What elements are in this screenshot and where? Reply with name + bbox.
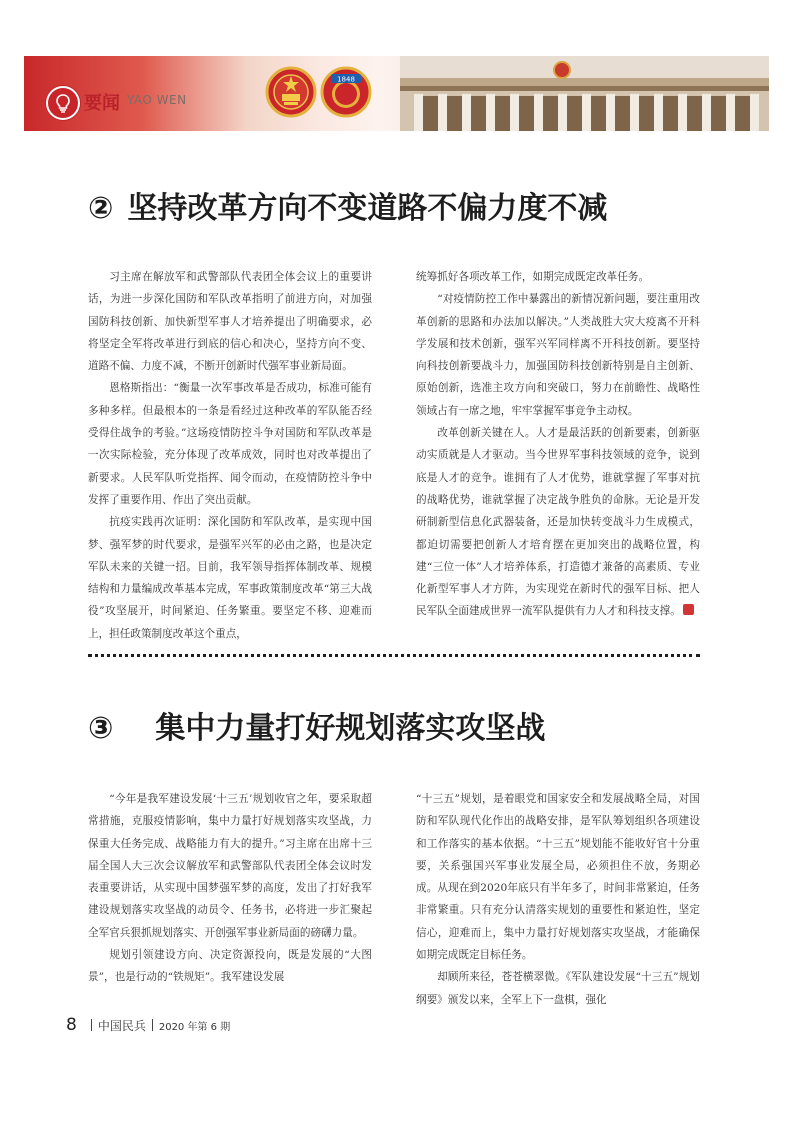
lightbulb-icon	[46, 86, 80, 120]
section-3-title: 集中力量打好规划落实攻坚战	[155, 711, 546, 746]
page-footer	[66, 1015, 230, 1035]
paragraph: “十三五”规划，是着眼党和国家安全和发展战略全局，对国防和军队现代化作出的战略安排，是军队筹划组织各项建设和工作落实的基本依据。“十三五”规划能不能收好官十分重要，关系强国兴军事业发展全局，必须担住不放，务期必成。从现在到2020年底只有半年多了，时间非常紧迫，任务非常繁重。只有充分认清落实规划的重要性和紧迫性，坚定信心，迎难而上，集中力量打好规划落实攻坚战，才能确保如期完成既定目标任务。	[416, 793, 700, 962]
section-3-right-column	[416, 788, 700, 1011]
magazine-name: 中国民兵	[97, 1019, 146, 1033]
footer-divider	[152, 1019, 153, 1031]
paragraph: 习主席在解放军和武警部队代表团全体会议上的重要讲话，为进一步深化国防和军队改革指明了前进方向，对加强国防科技创新、加快新型军事人才培养提出了明确要求，必将坚定全军将改革进行到底的信心和决心，坚持方向不变、道路不偏、力度不减，不断开创新时代强军事业新局面。	[88, 271, 372, 373]
party-emblem-year: 1848	[337, 75, 355, 84]
issue-label: 2020 年第 6 期	[158, 1022, 231, 1033]
party-emblem-icon	[320, 66, 372, 118]
paragraph: 规划引领建设方向、决定资源投向，既是发展的“大图景”，也是行动的“铁规矩”。我军建设发展	[88, 949, 372, 984]
section-2-heading	[88, 183, 607, 227]
paragraph: 恩格斯指出：“衡量一次军事改革是否成功，标准可能有多种多样。但最根本的一条是看经过这种改革的军队能否经受得住战争的考验。”这场疫情防控斗争对国防和军队改革是一次实际检验，充分体现了改革成效，同时也对改革提出了新要求。人民军队听党指挥、闻令而动，在疫情防控斗争中发挥了重要作用、作出了突出贡献。	[88, 382, 372, 506]
section-3-left-column	[88, 788, 372, 989]
section-2-title: 坚持改革方向不变道路不偏力度不减	[127, 191, 608, 226]
section-2-right-column	[416, 266, 700, 623]
page-number: 8	[66, 1015, 77, 1035]
paragraph: 统筹抓好各项改革工作，如期完成既定改革任务。	[416, 271, 650, 283]
paragraph: “今年是我军建设发展‘十三五’规划收官之年，要采取超常措施，克服疫情影响，集中力量打好规划落实攻坚战，力保重大任务完成、战略能力有大的提升。”习主席在出席十三届全国人大三次会议解放军和武警部队代表团全体会议时发表重要讲话，从实现中国梦强军梦的高度，发出了打好我军建设规划落实攻坚战的动员令、任务书，必将进一步汇聚起全军官兵狠抓规划落实、开创强军事业新局面的磅礴力量。	[88, 793, 372, 939]
section-3-heading	[88, 703, 545, 747]
footer-divider	[91, 1019, 92, 1031]
section-3-number: ③	[88, 711, 114, 746]
section-2-number: ②	[88, 191, 114, 226]
dotted-divider	[88, 654, 700, 657]
section-2-left-column	[88, 266, 372, 645]
paragraph: 却顾所来径，苍苍横翠微。《军队建设发展“十三五”规划纲要》颁发以来，全军上下一盘棋，强化	[416, 971, 700, 1006]
national-emblem-icon	[265, 66, 317, 118]
great-hall-image	[400, 56, 769, 131]
column-subtitle: YAO WEN	[127, 93, 187, 107]
paragraph: “对疫情防控工作中暴露出的新情况新问题，要注重用改革创新的思路和办法加以解决。”人类战胜大灾大疫离不开科学发展和技术创新，强军兴军同样离不开科技创新。要坚持向科技创新要战斗力，加强国防科技创新特别是自主创新、原始创新，选准主攻方向和突破口，努力在前瞻性、战略性领域占有一席之地，牢牢掌握军事竞争主动权。	[416, 293, 700, 417]
end-mark-icon	[683, 604, 694, 615]
paragraph	[416, 422, 700, 623]
header-banner	[24, 56, 769, 131]
column-title: 要闻	[84, 93, 120, 114]
paragraph-text: 改革创新关键在人。人才是最活跃的创新要素，创新驱动实质就是人才驱动。当今世界军事科技领域的竞争，说到底是人才的竞争。谁拥有了人才优势，谁就掌握了军事对抗的战略优势，谁就掌握了决定战争胜负的命脉。无论是开发研制新型信息化武器装备，还是加快转变战斗力生成模式，都迫切需要把创新人才培育摆在更加突出的战略位置，构建“三位一体”人才培养体系，打造德才兼备的高素质、专业化新型军事人才方阵，为实现党在新时代的强军目标、把人民军队全面建成世界一流军队提供有力人才和科技支撑。	[416, 427, 700, 618]
paragraph: 抗疫实践再次证明：深化国防和军队改革，是实现中国梦、强军梦的时代要求，是强军兴军的必由之路，也是决定军队未来的关键一招。目前，我军领导指挥体制改革、规模结构和力量编成改革基本完成，军事政策制度改革“第三大战役”攻坚展开，时间紧迫、任务繁重。要坚定不移、迎难而上，担任政策制度改革这个重点，	[88, 516, 372, 640]
